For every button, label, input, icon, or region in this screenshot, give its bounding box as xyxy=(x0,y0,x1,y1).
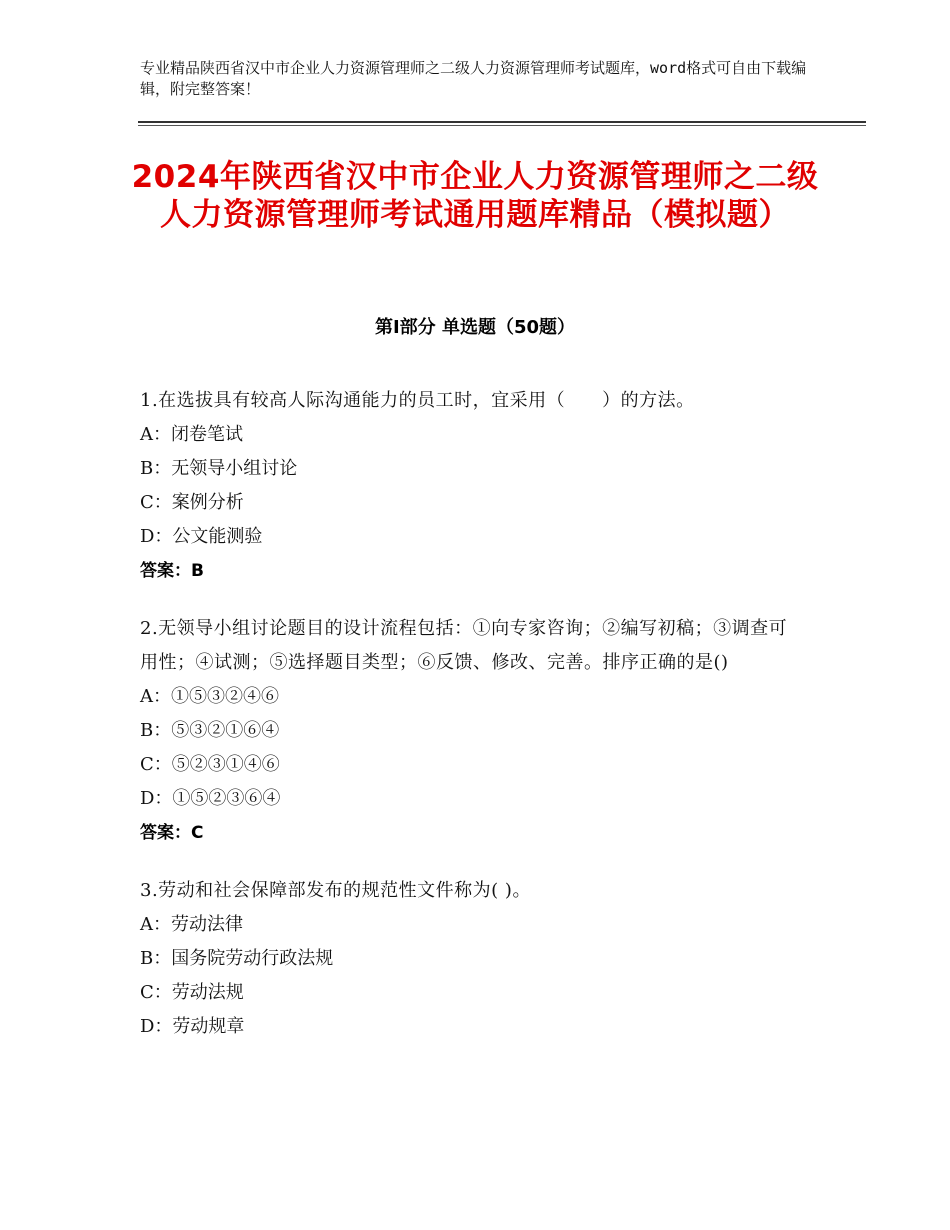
answer-label: 答案：B xyxy=(140,561,204,581)
question-text: 3.劳动和社会保障部发布的规范性文件称为( )。 xyxy=(140,880,531,901)
option-b: B：无领导小组讨论 xyxy=(140,458,298,479)
question-list xyxy=(140,384,800,1068)
option-b: B：⑤③②①⑥④ xyxy=(140,720,280,741)
option-d: D：公文能测验 xyxy=(140,526,263,547)
header-divider-thick xyxy=(138,121,866,123)
option-a: A：①⑤③②④⑥ xyxy=(140,686,279,707)
option-d: D：劳动规章 xyxy=(140,1016,245,1037)
question-3 xyxy=(140,874,800,1044)
question-text: 1.在选拔具有较高人际沟通能力的员工时，宜采用（ ）的方法。 xyxy=(140,390,695,411)
option-a: A：闭卷笔试 xyxy=(140,424,243,445)
option-c: C：⑤②③①④⑥ xyxy=(140,754,280,775)
question-1 xyxy=(140,384,800,588)
option-c: C：劳动法规 xyxy=(140,982,244,1003)
header-divider-thin xyxy=(138,125,866,126)
option-c: C：案例分析 xyxy=(140,492,244,513)
option-b: B：国务院劳动行政法规 xyxy=(140,948,334,969)
document-title: 2024年陕西省汉中市企业人力资源管理师之二级人力资源管理师考试通用题库精品（模拟题） xyxy=(131,159,819,233)
header-note: 专业精品陕西省汉中市企业人力资源管理师之二级人力资源管理师考试题库，word格式可自由下载编辑，附完整答案！ xyxy=(140,59,807,98)
option-a: A：劳动法律 xyxy=(140,914,243,935)
option-d: D：①⑤②③⑥④ xyxy=(140,788,281,809)
section-heading: 第Ⅰ部分 单选题（50题） xyxy=(374,317,575,338)
answer-label: 答案：C xyxy=(140,823,204,843)
question-2 xyxy=(140,612,800,850)
question-text: 2.无领导小组讨论题目的设计流程包括：①向专家咨询；②编写初稿；③调查可用性；④试测；⑤选择题目类型；⑥反馈、修改、完善。排序正确的是() xyxy=(140,618,788,673)
